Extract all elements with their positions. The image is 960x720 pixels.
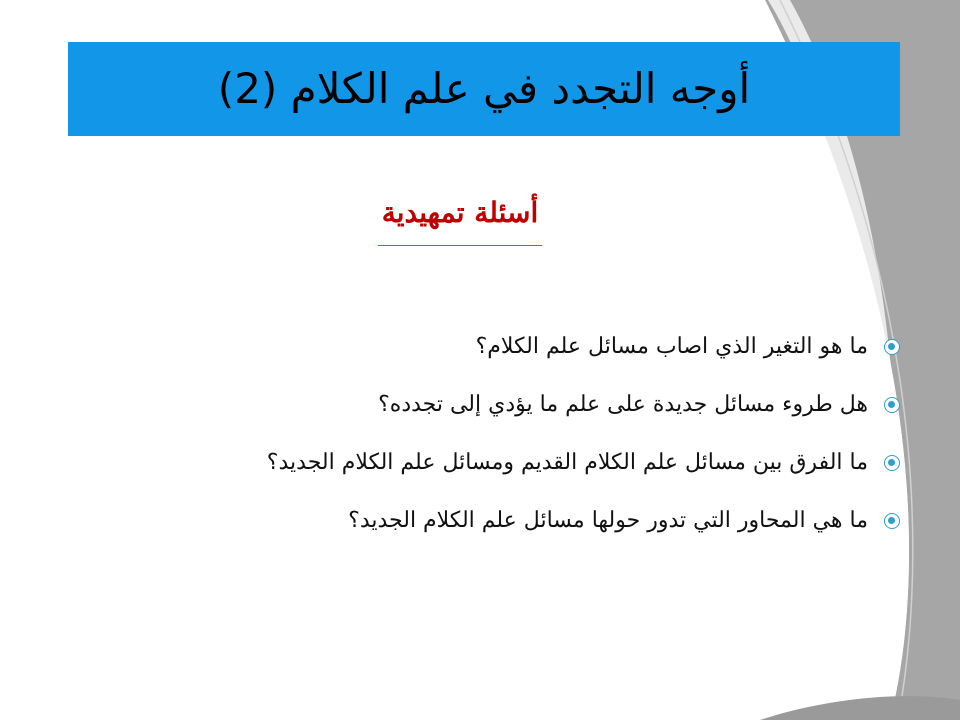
list-item xyxy=(150,376,902,434)
list-item xyxy=(150,492,902,550)
radio-bullet-icon xyxy=(884,397,900,413)
list-item xyxy=(150,318,902,376)
question-text: ما هي المحاور التي تدور حولها مسائل علم الكلام الجديد؟ xyxy=(348,507,868,533)
slide-subtitle: أسئلة تمهيدية xyxy=(381,196,539,229)
subtitle-block xyxy=(378,188,542,246)
radio-bullet-icon xyxy=(884,455,900,471)
question-text: ما هو التغير الذي اصاب مسائل علم الكلام؟ xyxy=(475,333,868,359)
question-text: هل طروء مسائل جديدة على علم ما يؤدي إلى تجدده؟ xyxy=(378,391,868,417)
title-bar xyxy=(68,42,900,136)
slide-title: أوجه التجدد في علم الكلام (2) xyxy=(217,64,751,113)
list-item xyxy=(150,434,902,492)
radio-bullet-icon xyxy=(884,339,900,355)
radio-bullet-icon xyxy=(884,513,900,529)
questions-list xyxy=(150,318,902,550)
question-text: ما الفرق بين مسائل علم الكلام القديم ومسائل علم الكلام الجديد؟ xyxy=(266,449,868,475)
